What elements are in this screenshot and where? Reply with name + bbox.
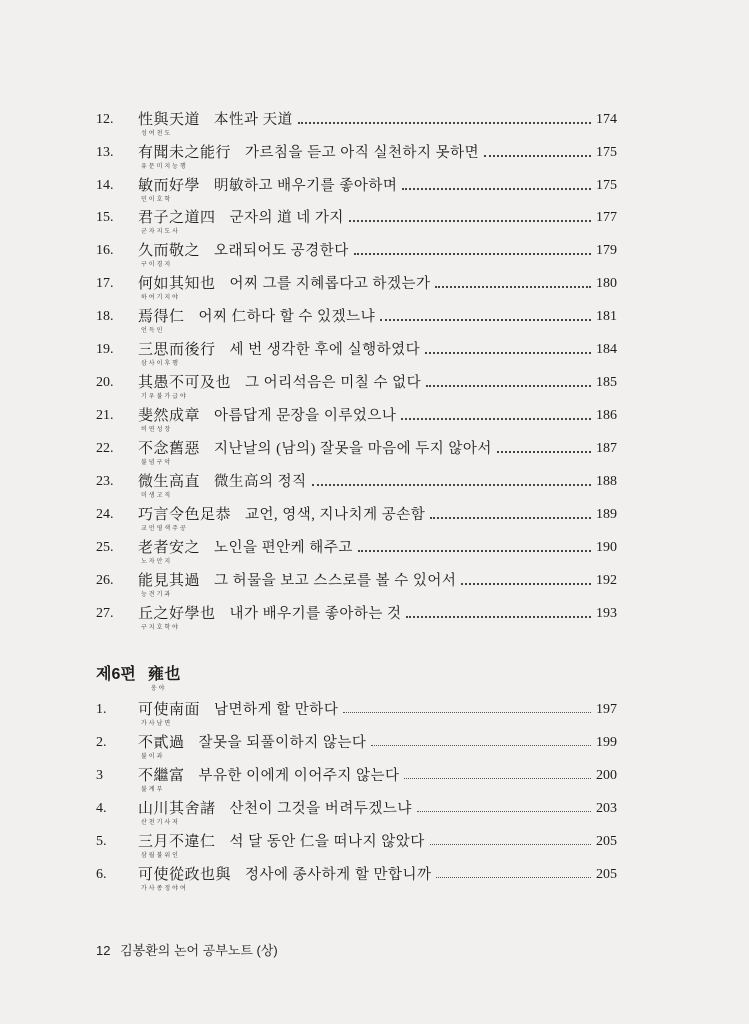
leader-dots <box>402 188 591 190</box>
entry-description: 微生高의 정직 <box>214 474 307 490</box>
entry-number: 6. <box>96 867 107 882</box>
entry-number: 18. <box>96 309 114 324</box>
entry-description: 군자의 道 네 가지 <box>229 210 344 226</box>
entry-description: 그 어리석음은 미칠 수 없다 <box>245 375 422 391</box>
entry-description: 어찌 仁하다 할 수 있겠느냐 <box>198 309 376 325</box>
entry-reading: 미생고직 <box>141 492 173 499</box>
entry-hanja-title: 山川其舍諸 <box>138 801 216 817</box>
entry-hanja-title: 何如其知也 <box>138 276 216 292</box>
leader-dots <box>358 550 591 552</box>
page-footer <box>96 942 284 960</box>
entry-reading: 언득인 <box>141 327 165 334</box>
entry-number: 19. <box>96 342 114 357</box>
entry-hanja-title: 丘之好學也 <box>138 606 216 622</box>
entry-reading: 불이과 <box>141 753 165 760</box>
section-heading[interactable] <box>96 665 181 693</box>
toc-entry[interactable] <box>96 604 617 644</box>
leader-dots <box>497 451 591 453</box>
entry-reading: 구이경지 <box>141 261 173 268</box>
entry-page-number: 187 <box>596 441 617 456</box>
entry-description: 내가 배우기를 좋아하는 것 <box>229 606 402 622</box>
entry-description: 어찌 그를 지혜롭다고 하겠는가 <box>229 276 431 292</box>
entry-page-number: 197 <box>596 702 617 717</box>
entry-description: 산천이 그것을 버려두겠느냐 <box>229 801 412 817</box>
entry-reading: 가사남면 <box>141 720 173 727</box>
entry-hanja-title: 能見其過 <box>138 573 201 589</box>
entry-reading: 구지호학야 <box>141 624 180 631</box>
section-label: 제6편 <box>96 666 136 683</box>
entry-reading: 기우불가급야 <box>141 393 188 400</box>
entry-reading: 민이호학 <box>141 196 173 203</box>
entry-reading: 군자지도사 <box>141 228 180 235</box>
entry-number: 13. <box>96 145 114 160</box>
entry-reading: 비연성장 <box>141 426 173 433</box>
entry-hanja-title: 敏而好學 <box>138 178 201 194</box>
entry-hanja-title: 可使南面 <box>138 702 201 718</box>
entry-page-number: 193 <box>596 606 617 621</box>
entry-page-number: 200 <box>596 768 617 783</box>
entry-hanja-title: 性與天道 <box>138 112 201 128</box>
entry-description: 석 달 동안 仁을 떠나지 않았다 <box>229 834 425 850</box>
entry-reading: 불념구악 <box>141 459 173 466</box>
entry-description: 교언, 영색, 지나치게 공손함 <box>245 507 426 523</box>
entry-reading: 삼월불위인 <box>141 852 180 859</box>
entry-hanja-title: 老者安之 <box>138 540 201 556</box>
entry-description: 남면하게 할 만하다 <box>214 702 339 718</box>
section-hanja-title: 雍也 <box>147 666 181 683</box>
entry-description: 세 번 생각한 후에 실행하였다 <box>229 342 421 358</box>
entry-reading: 불계부 <box>141 786 165 793</box>
entry-hanja-title: 斐然成章 <box>138 408 201 424</box>
entry-description: 그 허물을 보고 스스로를 볼 수 있어서 <box>214 573 457 589</box>
leader-dots <box>425 352 591 354</box>
leader-dots <box>354 253 591 255</box>
entry-page-number: 175 <box>596 145 617 160</box>
entry-description: 오래되어도 공경한다 <box>214 243 349 259</box>
toc-entry[interactable] <box>96 865 617 905</box>
entry-description: 정사에 종사하게 할 만합니까 <box>245 867 432 883</box>
entry-number: 1. <box>96 702 107 717</box>
entry-number: 4. <box>96 801 107 816</box>
leader-dots <box>436 877 591 878</box>
entry-page-number: 186 <box>596 408 617 423</box>
entry-description: 지난날의 (남의) 잘못을 마음에 두지 않아서 <box>214 441 492 457</box>
leader-dots <box>343 712 591 713</box>
leader-dots <box>401 418 591 420</box>
leader-dots <box>426 385 591 387</box>
entry-page-number: 184 <box>596 342 617 357</box>
entry-hanja-title: 有聞未之能行 <box>138 145 232 161</box>
leader-dots <box>430 844 591 845</box>
entry-number: 22. <box>96 441 114 456</box>
footer-book-title: 김봉환의 논어 공부노트 (상) <box>120 943 278 958</box>
entry-hanja-title: 微生高直 <box>138 474 201 490</box>
footer-page-number: 12 <box>96 943 111 958</box>
entry-reading: 능견기과 <box>141 591 173 598</box>
entry-number: 26. <box>96 573 114 588</box>
entry-number: 24. <box>96 507 114 522</box>
entry-page-number: 180 <box>596 276 617 291</box>
entry-reading: 유문미지능행 <box>141 163 188 170</box>
entry-number: 5. <box>96 834 107 849</box>
entry-number: 21. <box>96 408 114 423</box>
entry-page-number: 179 <box>596 243 617 258</box>
entry-description: 明敏하고 배우기를 좋아하며 <box>214 178 398 194</box>
entry-page-number: 189 <box>596 507 617 522</box>
entry-number: 23. <box>96 474 114 489</box>
entry-page-number: 192 <box>596 573 617 588</box>
entry-hanja-title: 不貳過 <box>138 735 185 751</box>
entry-hanja-title: 巧言令色足恭 <box>138 507 232 523</box>
entry-number: 17. <box>96 276 114 291</box>
entry-number: 15. <box>96 210 114 225</box>
entry-hanja-title: 可使從政也與 <box>138 867 232 883</box>
leader-dots <box>380 319 591 321</box>
entry-page-number: 174 <box>596 112 617 127</box>
entry-hanja-title: 不念舊惡 <box>138 441 201 457</box>
entry-page-number: 177 <box>596 210 617 225</box>
entry-description: 아름답게 문장을 이루었으나 <box>214 408 397 424</box>
entry-reading: 교언영색주공 <box>141 525 188 532</box>
entry-description: 노인을 편안케 해주고 <box>214 540 353 556</box>
entry-hanja-title: 不繼富 <box>138 768 185 784</box>
entry-number: 3 <box>96 768 103 783</box>
entry-hanja-title: 三思而後行 <box>138 342 216 358</box>
entry-number: 27. <box>96 606 114 621</box>
leader-dots <box>298 122 591 124</box>
entry-number: 2. <box>96 735 107 750</box>
entry-page-number: 188 <box>596 474 617 489</box>
entry-reading: 삼사이후행 <box>141 360 180 367</box>
entry-reading: 노자안지 <box>141 558 173 565</box>
entry-reading: 가사종정야여 <box>141 885 188 892</box>
leader-dots <box>349 220 591 222</box>
leader-dots <box>484 155 591 157</box>
entry-hanja-title: 焉得仁 <box>138 309 185 325</box>
entry-hanja-title: 君子之道四 <box>138 210 216 226</box>
leader-dots <box>406 616 591 618</box>
entry-page-number: 205 <box>596 867 617 882</box>
entry-page-number: 199 <box>596 735 617 750</box>
entry-description: 잘못을 되풀이하지 않는다 <box>198 735 367 751</box>
entry-number: 16. <box>96 243 114 258</box>
entry-reading: 하여기지야 <box>141 294 180 301</box>
leader-dots <box>417 811 591 812</box>
entry-reading: 산천기사저 <box>141 819 180 826</box>
leader-dots <box>404 778 591 779</box>
section-reading: 옹야 <box>150 685 167 692</box>
leader-dots <box>461 583 591 585</box>
entry-page-number: 181 <box>596 309 617 324</box>
entry-number: 25. <box>96 540 114 555</box>
entry-page-number: 205 <box>596 834 617 849</box>
entry-page-number: 175 <box>596 178 617 193</box>
leader-dots <box>312 484 591 486</box>
leader-dots <box>435 286 591 288</box>
entry-page-number: 203 <box>596 801 617 816</box>
entry-hanja-title: 其愚不可及也 <box>138 375 232 391</box>
entry-number: 12. <box>96 112 114 127</box>
leader-dots <box>430 517 591 519</box>
leader-dots <box>371 745 591 746</box>
entry-number: 20. <box>96 375 114 390</box>
entry-hanja-title: 久而敬之 <box>138 243 201 259</box>
entry-hanja-title: 三月不違仁 <box>138 834 216 850</box>
entry-description: 부유한 이에게 이어주지 않는다 <box>198 768 400 784</box>
entry-reading: 성여천도 <box>141 130 173 137</box>
entry-page-number: 185 <box>596 375 617 390</box>
entry-number: 14. <box>96 178 114 193</box>
entry-description: 가르침을 듣고 아직 실천하지 못하면 <box>245 145 480 161</box>
entry-description: 本性과 天道 <box>214 112 293 128</box>
entry-page-number: 190 <box>596 540 617 555</box>
